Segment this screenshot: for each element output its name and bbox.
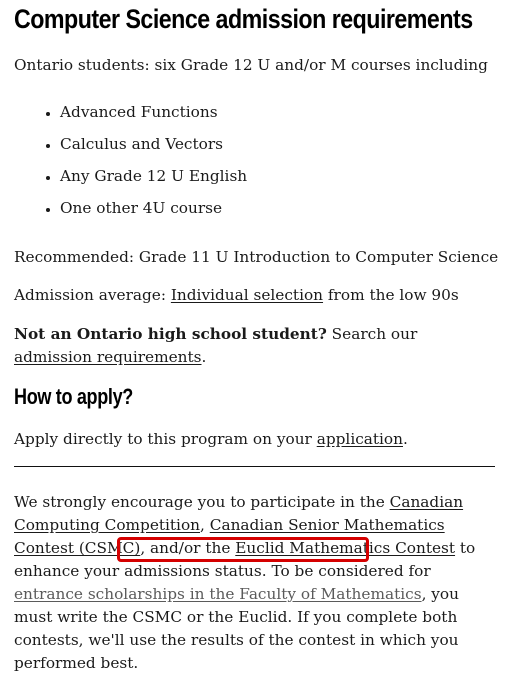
admission-requirements-link[interactable]: admission requirements <box>14 348 202 366</box>
scholarships-link[interactable]: entrance scholarships in the Faculty of Mathematics <box>14 585 422 603</box>
non-ontario-question: Not an Ontario high school student? <box>14 325 327 343</box>
contests-end: , you must write the CSMC or the Euclid. If you complete both contests, we'll use the results of the contest in which you performed best. <box>14 585 459 672</box>
non-ontario-end: . <box>201 348 207 366</box>
apply-end: . <box>403 430 408 448</box>
contests-sep1: , <box>200 516 210 534</box>
contests-prefix: We strongly encourage you to participate in the <box>14 493 390 511</box>
intro-text: Ontario students: six Grade 12 U and/or M courses including <box>14 56 488 74</box>
average-suffix: from the low 90s <box>323 286 459 304</box>
application-link[interactable]: application <box>316 430 403 448</box>
csmc-link[interactable]: Canadian Senior Mathematics Contest (CSMC) <box>14 516 445 557</box>
ccc-link[interactable]: Canadian Computing Competition <box>14 493 464 534</box>
apply-text <box>14 428 408 451</box>
recommended-text: Recommended: Grade 11 U Introduction to Computer Science <box>14 248 499 266</box>
average-prefix: Admission average: <box>14 286 171 304</box>
individual-selection-link[interactable]: Individual selection <box>170 286 324 304</box>
how-to-apply-heading: How to apply? <box>14 384 134 409</box>
apply-prefix: Apply directly to this program on your <box>14 430 317 448</box>
page-title: Computer Science admission requirements <box>14 4 473 34</box>
non-ontario-mid: Search our <box>326 325 418 343</box>
admission-average <box>14 284 459 307</box>
course-list <box>14 101 247 229</box>
section-divider <box>14 466 495 467</box>
contests-mid: to enhance your admissions status. To be considered for <box>14 539 476 580</box>
contests-paragraph <box>14 491 499 675</box>
non-ontario-text <box>14 323 499 369</box>
list-item: • Calculus and Vectors <box>60 133 247 156</box>
list-item: • One other 4U course <box>60 197 247 220</box>
euclid-link[interactable]: Euclid Mathematics Contest <box>235 539 456 557</box>
contests-sep2: , and/or the <box>140 539 236 557</box>
list-item: • Any Grade 12 U English <box>60 165 247 188</box>
list-item: • Advanced Functions <box>60 101 247 124</box>
